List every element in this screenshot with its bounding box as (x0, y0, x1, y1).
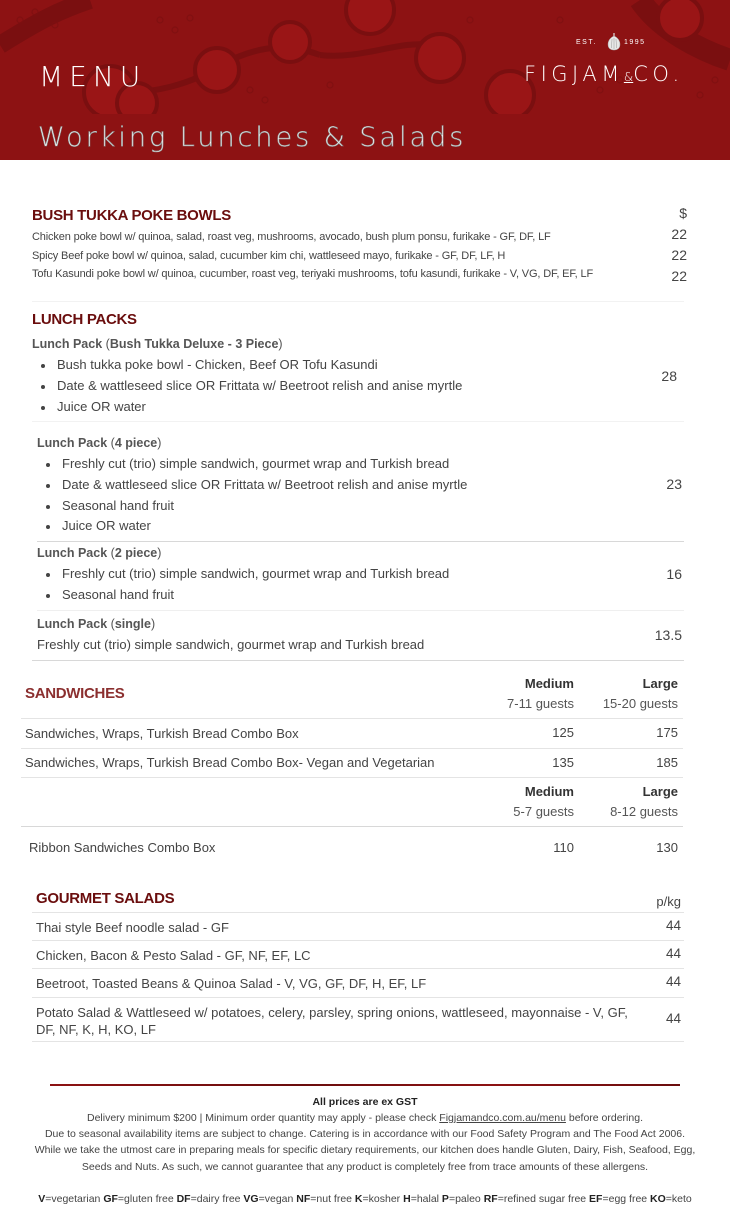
legend-code: P (441, 1193, 449, 1205)
lunch-pack-items (37, 454, 467, 537)
divider (32, 301, 684, 302)
brand-logo (524, 32, 704, 88)
delivery-note (0, 1112, 730, 1124)
menu-item-name: Tofu Kasundi poke bowl w/ quinoa, cucumber, roast veg, teriyaki mushrooms, tofu kasundi, furikake - V, VG, DF, EF, LF (32, 268, 594, 280)
pack-name: Lunch Pack (32, 337, 103, 351)
menu-item-name: Spicy Beef poke bowl w/ quinoa, salad, cucumber kim chi, wattleseed mayo, furikake - GF, DF, LF, H (32, 250, 506, 262)
list-item: Seasonal hand fruit (37, 585, 449, 606)
legend-code: VG (243, 1193, 259, 1205)
lunch-pack-price: 13.5 (654, 627, 682, 643)
list-item: Juice OR water (32, 397, 462, 418)
divider (32, 660, 684, 661)
paren-open: ( (110, 436, 115, 450)
column-subheader-medium-guests: 5-7 guests (513, 804, 574, 819)
menu-item-price: 44 (665, 946, 681, 961)
legend-code: V (38, 1193, 46, 1205)
pack-detail: 2 piece (114, 546, 158, 560)
logo-suffix: CO. (633, 62, 684, 86)
legend-meaning: =kosher (362, 1193, 404, 1205)
allergen-note-2: Seeds and Nuts. As such, we cannot guarantee that any product is completely free from trace amounts of these allergens. (81, 1161, 649, 1173)
lunch-pack-title (32, 337, 283, 351)
section-title-gourmet-salads: GOURMET SALADS (36, 890, 175, 907)
legend-code: NF (296, 1193, 311, 1205)
section-title-poke-bowls: BUSH TUKKA POKE BOWLS (32, 207, 231, 224)
footer-divider (50, 1084, 680, 1086)
pack-detail: Bush Tukka Deluxe - 3 Piece (109, 337, 279, 351)
list-item: Freshly cut (trio) simple sandwich, gourmet wrap and Turkish bread (37, 454, 467, 475)
lunch-pack-title (37, 436, 161, 450)
logo-year: 1995 (624, 39, 646, 46)
large-price: 185 (656, 755, 678, 770)
legend-meaning: =dairy free (190, 1193, 244, 1205)
paren-open: ( (105, 337, 110, 351)
legend-code: H (403, 1193, 411, 1205)
legend-meaning: =vegan (258, 1193, 297, 1205)
gst-note-text: All prices are ex GST (312, 1096, 418, 1108)
lunch-pack-price: 28 (661, 368, 677, 384)
menu-label: MENU (39, 60, 147, 93)
paren-close: ) (150, 617, 156, 631)
menu-item-name: Potato Salad & Wattleseed w/ potatoes, celery, parsley, spring onions, wattleseed, mayonnaise - V, GF, DF, NF, K, H, KO, LF (36, 1005, 628, 1037)
title-banner (0, 114, 730, 160)
column-header-medium: Medium (524, 784, 574, 799)
list-item: Date & wattleseed slice OR Frittata w/ Beetroot relish and anise myrtle (37, 475, 467, 496)
divider (37, 541, 684, 542)
logo-ampersand: & (623, 70, 634, 84)
currency-label: $ (679, 205, 687, 221)
menu-item-name: Chicken poke bowl w/ quinoa, salad, roast veg, mushrooms, avocado, bush plum ponsu, furikake - GF, DF, LF (32, 231, 551, 243)
legend-meaning: =refined sugar free (497, 1193, 590, 1205)
column-header-large: Large (642, 676, 678, 691)
legend-code: RF (483, 1193, 498, 1205)
section-title-lunch-packs: LUNCH PACKS (32, 311, 137, 328)
section-title-sandwiches: SANDWICHES (25, 685, 125, 702)
legend-meaning: =egg free (602, 1193, 651, 1205)
medium-price: 125 (552, 725, 574, 740)
logo-wordmark (524, 62, 684, 86)
lunch-pack-items (32, 355, 462, 417)
divider (21, 826, 683, 827)
menu-item-price: 44 (665, 974, 681, 989)
menu-link[interactable]: Figjamandco.com.au/menu (439, 1112, 566, 1124)
divider (37, 610, 684, 611)
pack-name: Lunch Pack (37, 436, 108, 450)
menu-item-price: 44 (665, 918, 681, 933)
lunch-pack-title (37, 617, 155, 631)
legend-meaning: =paleo (448, 1193, 484, 1205)
pack-name: Lunch Pack (37, 617, 108, 631)
menu-item-name: Thai style Beef noodle salad - GF (36, 920, 229, 935)
menu-item-price: 22 (671, 268, 687, 284)
medium-price: 135 (552, 755, 574, 770)
legend-meaning: =gluten free (117, 1193, 177, 1205)
gst-note (0, 1096, 730, 1108)
medium-price: 110 (553, 840, 574, 855)
divider (21, 777, 683, 778)
divider (21, 748, 683, 749)
lunch-pack-price: 23 (666, 476, 682, 492)
divider (32, 421, 684, 422)
dietary-legend (0, 1193, 730, 1205)
column-header-large: Large (642, 784, 678, 799)
paren-close: ) (157, 546, 162, 560)
lunch-pack-price: 16 (666, 566, 682, 582)
paren-open: ( (110, 546, 115, 560)
lunch-pack-title (37, 546, 161, 560)
list-item: Bush tukka poke bowl - Chicken, Beef OR Tofu Kasundi (32, 355, 462, 376)
legend-code: DF (176, 1193, 191, 1205)
legend-code: KO (650, 1193, 666, 1205)
page-title: Working Lunches & Salads (38, 122, 467, 153)
legend-meaning: =vegetarian (45, 1193, 104, 1205)
divider (32, 1041, 684, 1042)
fig-icon (607, 32, 621, 52)
legend-code: K (354, 1193, 363, 1205)
menu-item-name: Ribbon Sandwiches Combo Box (29, 840, 216, 855)
availability-note: Due to seasonal availability items are subject to change. Catering is in accordance with our Food Safety Program and The Food Act 2006. (44, 1128, 686, 1140)
divider (32, 940, 684, 941)
pack-name: Lunch Pack (37, 546, 108, 560)
large-price: 130 (656, 840, 678, 855)
divider (21, 718, 683, 719)
legend-meaning: =keto (665, 1193, 692, 1205)
pack-detail: 4 piece (114, 436, 158, 450)
column-subheader-medium-guests: 7-11 guests (507, 696, 574, 711)
allergen-note-1: While we take the utmost care in preparing meals for specific dietary requirements, our kitchen does handle Gluten, Dairy, Fish, Seafood, Egg, (34, 1144, 696, 1156)
column-subheader-large-guests: 8-12 guests (610, 804, 678, 819)
lunch-pack-items (37, 564, 449, 606)
list-item: Juice OR water (37, 516, 467, 537)
unit-label: p/kg (656, 894, 681, 909)
column-header-medium: Medium (524, 676, 574, 691)
divider (32, 968, 684, 969)
list-item: Freshly cut (trio) simple sandwich, gourmet wrap and Turkish bread (37, 564, 449, 585)
lunch-pack-description: Freshly cut (trio) simple sandwich, gourmet wrap and Turkish bread (37, 637, 425, 652)
paren-close: ) (157, 436, 162, 450)
delivery-text: Delivery minimum $200 | Minimum order quantity may apply - please check (87, 1112, 440, 1124)
legend-code: GF (103, 1193, 118, 1205)
paren-close: ) (278, 337, 283, 351)
menu-item-name: Beetroot, Toasted Beans & Quinoa Salad - V, VG, GF, DF, H, EF, LF (36, 976, 427, 991)
header (0, 0, 730, 114)
menu-item-name: Sandwiches, Wraps, Turkish Bread Combo Box- Vegan and Vegetarian (25, 755, 435, 770)
list-item: Date & wattleseed slice OR Frittata w/ Beetroot relish and anise myrtle (32, 376, 462, 397)
menu-item-name: Sandwiches, Wraps, Turkish Bread Combo Box (25, 726, 299, 741)
menu-item-price: 44 (665, 1011, 681, 1026)
menu-item-price: 22 (671, 247, 687, 263)
pack-detail: single (114, 617, 151, 631)
menu-item-name: Chicken, Bacon & Pesto Salad - GF, NF, EF, LC (36, 948, 311, 963)
divider (32, 997, 684, 998)
paren-open: ( (110, 617, 115, 631)
legend-meaning: =halal (410, 1193, 442, 1205)
large-price: 175 (656, 725, 678, 740)
logo-est: EST. (576, 39, 597, 46)
divider (32, 912, 684, 913)
list-item: Seasonal hand fruit (37, 496, 467, 517)
legend-code: EF (589, 1193, 603, 1205)
column-subheader-large-guests: 15-20 guests (602, 696, 678, 711)
menu-item-price: 22 (671, 226, 687, 242)
delivery-text-end: before ordering. (565, 1112, 643, 1124)
legend-meaning: =nut free (310, 1193, 355, 1205)
logo-name: FIGJAM (524, 62, 624, 86)
